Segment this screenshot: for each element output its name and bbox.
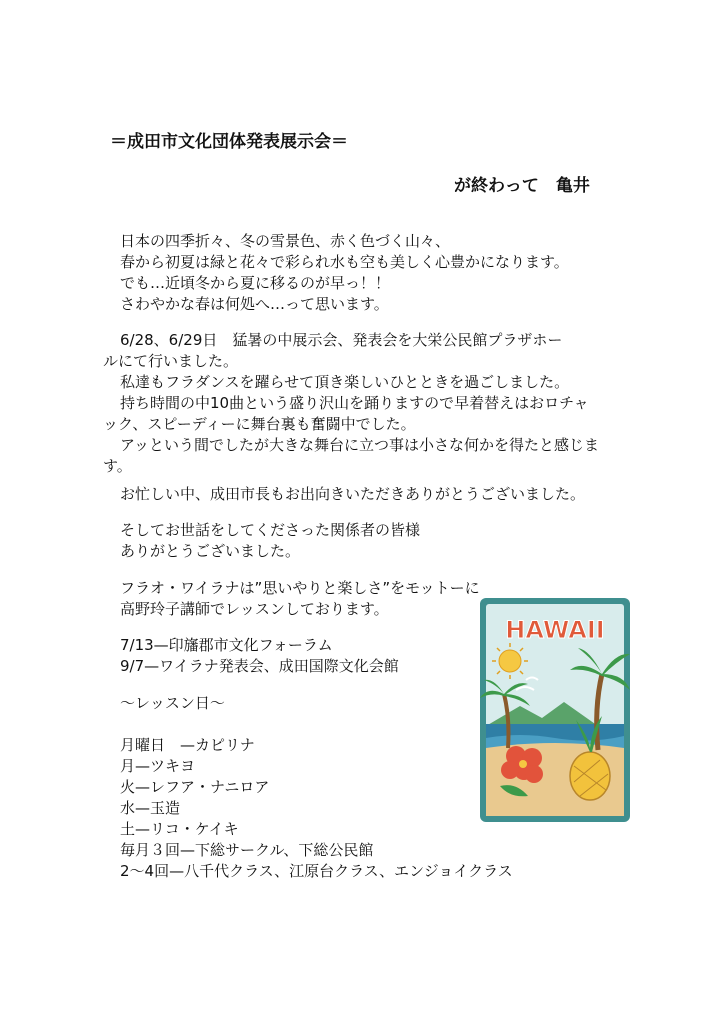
lesson-item: 月—ツキヨ <box>120 757 196 775</box>
sun-icon <box>499 650 521 672</box>
paragraph-1-line: 日本の四季折々、冬の雪景色、赤く色づく山々、 <box>120 232 451 250</box>
paragraph-5-line: 高野玲子講師でレッスンしております。 <box>120 600 389 618</box>
event-item: 7/13—印旛郡市文化フォーラム <box>120 636 333 654</box>
paragraph-4-line: ありがとうございました。 <box>120 542 301 560</box>
lesson-item: 水—玉造 <box>120 799 181 817</box>
lesson-item: 毎月３回—下総サークル、下総公民館 <box>120 841 374 859</box>
paragraph-1-line: 春から初夏は緑と花々で彩られ水も空も美しく心豊かになります。 <box>120 253 569 271</box>
paragraph-1-line: でも…近頃冬から夏に移るのが早っ！！ <box>120 274 391 292</box>
page-subtitle: が終わって 亀井 <box>454 176 590 196</box>
hibiscus-icon <box>501 746 543 783</box>
lesson-item: 月曜日 —カピリナ <box>120 736 255 754</box>
paragraph-2-line: 6/28、6/29日 猛暑の中展示会、発表会を大栄公民館プラザホー <box>120 331 563 349</box>
poster-title: HAWAII <box>505 616 605 644</box>
paragraph-2-line: ック、スピーディーに舞台裏も奮闘中でした。 <box>103 415 416 433</box>
paragraph-3-line: お忙しい中、成田市長もお出向きいただきありがとうございました。 <box>120 485 586 503</box>
paragraph-5-line: フラオ・ワイラナは”思いやりと楽しさ”をモットーに <box>120 579 480 597</box>
paragraph-4-line: そしてお世話をしてくださった関係者の皆様 <box>120 521 421 539</box>
lesson-heading: ～レッスン日～ <box>120 694 225 712</box>
paragraph-2-line: アッという間でしたが大きな舞台に立つ事は小さな何かを得たと感じま <box>120 436 599 454</box>
paragraph-2-line: ルにて行いました。 <box>103 352 239 370</box>
lesson-item: 2～4回—八千代クラス、江原台クラス、エンジョイクラス <box>120 862 513 880</box>
paragraph-2-line: 持ち時間の中10曲という盛り沢山を踊りますので早着替えはおロチャ <box>120 394 589 412</box>
event-item: 9/7—ワイラナ発表会、成田国際文化会館 <box>120 657 399 675</box>
page-title: ＝成田市文化団体発表展示会＝ <box>110 132 348 152</box>
lesson-item: 土—リコ・ケイキ <box>120 820 239 838</box>
paragraph-2-line: 私達もフラダンスを躍らせて頂き楽しいひとときを過ごしました。 <box>120 373 570 391</box>
lesson-item: 火—レフア・ナニロア <box>120 778 270 796</box>
paragraph-1-line: さわやかな春は何処へ…って思います。 <box>120 295 389 313</box>
hawaii-poster-image <box>480 598 630 822</box>
pineapple-icon <box>570 752 610 800</box>
paragraph-2-line: す。 <box>103 457 132 475</box>
